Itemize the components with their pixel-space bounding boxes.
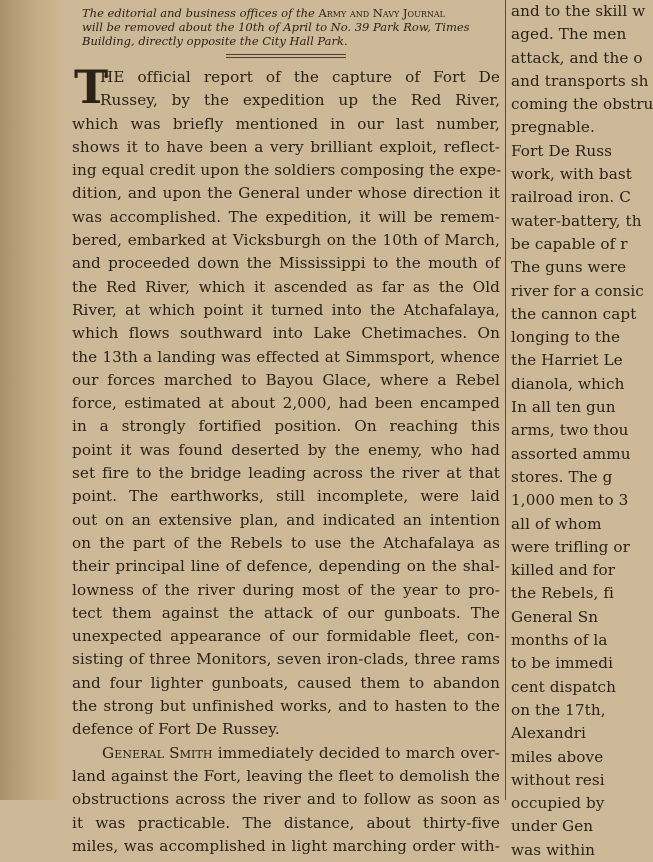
article-line: force, estimated at about 2,000, had been encamped — [72, 394, 500, 413]
notice-line-2: will be removed about the 10th of April to No. 39 Park Row, Times — [82, 20, 470, 34]
office-notice — [72, 6, 500, 48]
right-column-line: work, with bast — [511, 165, 633, 184]
right-column-line: dianola, which — [511, 374, 625, 393]
right-column-line: were trifling or — [511, 537, 630, 556]
article-line: was accomplished. The expedition, it will be remem- — [72, 207, 500, 226]
right-column-line: coming the obstru — [511, 95, 653, 114]
right-column-line: be capable of r — [511, 234, 628, 253]
right-column-line: months of la — [511, 631, 608, 650]
right-column-line: attack, and the o — [511, 48, 643, 67]
right-column-line: pregnable. — [511, 118, 595, 137]
right-column-line: aged. The men — [511, 25, 627, 44]
article-line — [72, 742, 500, 765]
page-left-margin — [0, 0, 62, 800]
article-line: lowness of the river during most of the year to pro- — [72, 580, 500, 599]
notice-line-1a: The editorial and business offices of the — [82, 6, 319, 20]
article-line: defence of Fort De Russey. — [72, 720, 280, 739]
article-line: in a strongly fortified position. On reaching this — [72, 417, 500, 436]
article-line: the 13th a landing was effected at Simmsport, whence — [72, 347, 500, 366]
right-column-line: longing to the — [511, 328, 621, 347]
article-line: the Red River, which it ascended as far as the Old — [72, 277, 500, 296]
article-line: unexpected appearance of our formidable fleet, con- — [72, 627, 500, 646]
right-column-line: In all ten gun — [511, 398, 616, 417]
right-column-line: 1,000 men to 3 — [511, 491, 629, 510]
right-column-line: to be immedi — [511, 654, 614, 673]
article-line: their principal line of defence, depending on the shal- — [72, 557, 500, 576]
right-column-line: the Harriet Le — [511, 351, 623, 370]
right-column-line: Fort De Russ — [511, 141, 613, 160]
right-column-line: river for a consic — [511, 281, 644, 300]
article-line: tect them against the attack of our gunboats. The — [72, 603, 500, 622]
section-divider — [226, 54, 346, 58]
drop-cap: T — [74, 60, 109, 114]
right-column-line: miles above — [511, 747, 604, 766]
article-line: the strong but unfinished works, and to hasten to the — [72, 697, 500, 716]
right-column-line: water-battery, th — [511, 211, 642, 230]
right-column-line: under Gen — [511, 817, 594, 836]
right-column-line: and transports sh — [511, 71, 649, 90]
article-line: obstructions across the river and to follow as soon as — [72, 790, 500, 809]
article-line: shows it to have been a very brilliant exploit, reflect- — [72, 137, 500, 156]
article-line: Russey, by the expedition up the Red River, — [100, 91, 500, 110]
right-column-line: Alexandri — [511, 724, 586, 743]
article-line-text: immediately decided to march over- — [212, 743, 501, 762]
article-line: sisting of three Monitors, seven iron-clads, three rams — [72, 650, 500, 669]
right-column-line: occupied by — [511, 794, 605, 813]
article-line: point it was found deserted by the enemy, who had — [72, 440, 500, 459]
right-column-line: railroad iron. C — [511, 188, 631, 207]
right-column-line: The guns were — [511, 258, 627, 277]
article-line: point. The earthworks, still incomplete, were laid — [72, 487, 500, 506]
right-column-line: arms, two thou — [511, 421, 629, 440]
article-line: it was practicable. The distance, about thirty-five — [72, 813, 500, 832]
right-column-line: on the 17th, — [511, 700, 606, 719]
right-column-line: General Sn — [511, 607, 599, 626]
notice-line-3: Building, directly opposite the City Hall Park. — [82, 34, 348, 48]
article-line: set fire to the bridge leading across the river at that — [72, 464, 500, 483]
right-column-line: and to the skill w — [511, 2, 646, 20]
right-column-line: the cannon capt — [511, 304, 637, 323]
right-column-line: stores. The g — [511, 467, 613, 486]
article-line: ing equal credit upon the soldiers composing the expe- — [72, 161, 502, 180]
right-column-line: cent dispatch — [511, 677, 617, 696]
article-line: which was briefly mentioned in our last number, — [72, 114, 500, 133]
article-line: miles, was accomplished in light marching order with- — [72, 836, 500, 855]
right-column-line: all of whom — [511, 514, 602, 533]
article-line: bered, embarked at Vicksburgh on the 10th of March, — [72, 231, 500, 250]
notice-journal-name: Army and Navy Journal — [318, 6, 445, 20]
right-column-line: the Rebels, fi — [511, 584, 615, 603]
article-line: dition, and upon the General under whose direction it — [72, 184, 500, 203]
article-line: which flows southward into Lake Chetimaches. On — [72, 324, 500, 343]
right-column-line: was within — [511, 840, 596, 859]
right-column-line: assorted ammu — [511, 444, 631, 463]
right-column-line: killed and for — [511, 561, 616, 580]
article-line: and proceeded down the Mississippi to the mouth of — [72, 254, 500, 273]
article-line: River, at which point it turned into the Atchafalaya, — [72, 300, 500, 319]
column-rule — [505, 0, 506, 800]
article-line: on the part of the Rebels to use the Atchafalaya as — [72, 533, 500, 552]
article-line: land against the Fort, leaving the fleet to demolish the — [72, 766, 500, 785]
article-line: HE official report of the capture of Fort De — [100, 68, 500, 86]
article-line: and four lighter gunboats, caused them to abandon — [72, 673, 500, 692]
main-column — [72, 0, 502, 855]
article-body — [72, 60, 502, 858]
right-column-line: without resi — [511, 770, 605, 789]
article-line: out on an extensive plan, and indicated an intention — [72, 510, 500, 529]
article-line: our forces marched to Bayou Glace, where a Rebel — [72, 370, 500, 389]
general-name: General Smith — [102, 743, 213, 762]
right-column — [511, 0, 653, 859]
